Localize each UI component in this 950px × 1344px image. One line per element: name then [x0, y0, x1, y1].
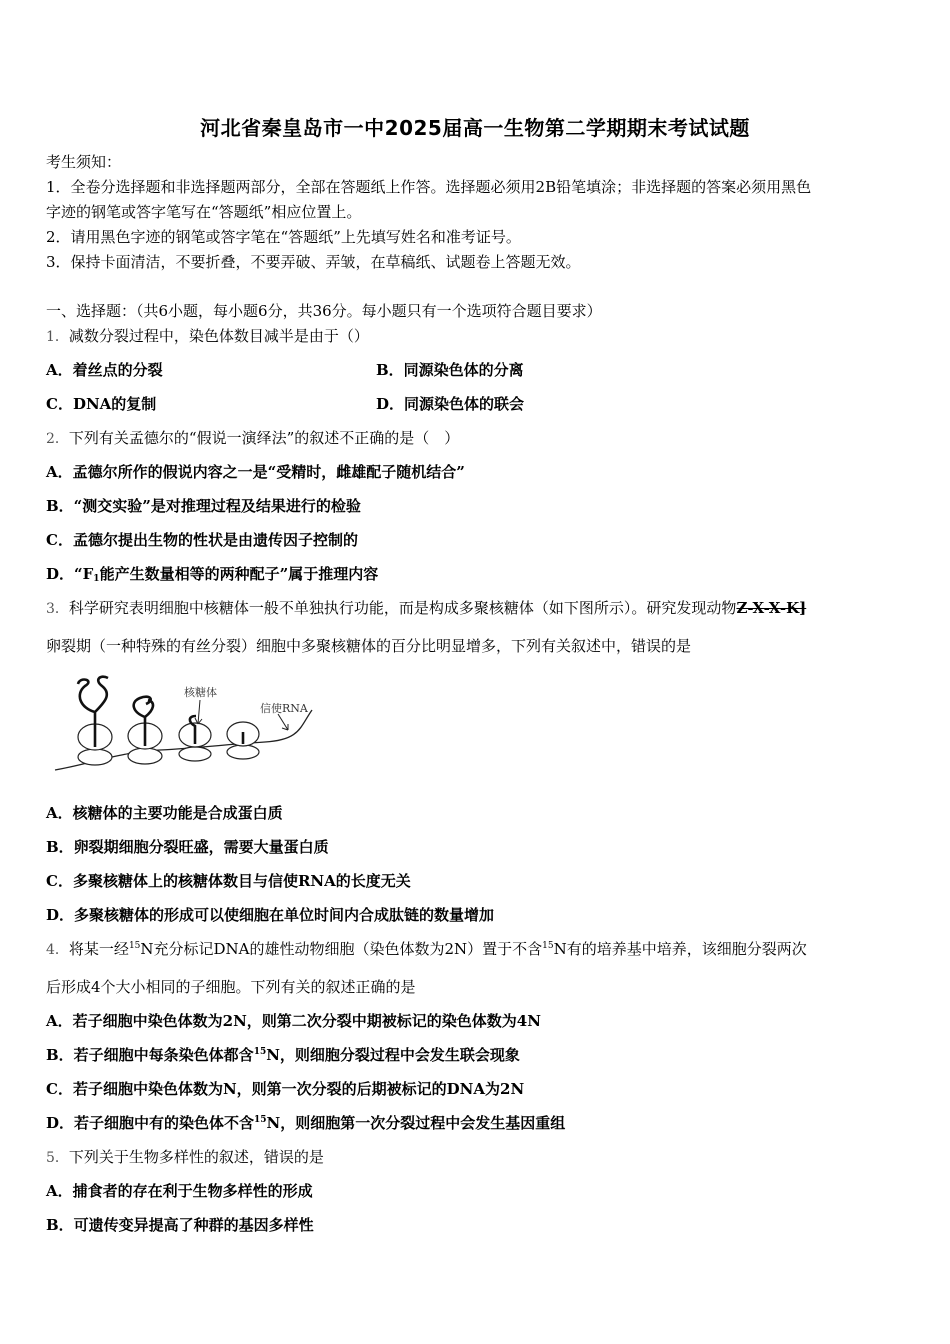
- q4-option-b[interactable]: [46, 1045, 520, 1065]
- question-text: 将某一经: [68, 940, 129, 958]
- question-text: N有的培养基中培养，该细胞分裂两次: [553, 940, 807, 958]
- q5-option-a[interactable]: A．捕食者的存在利于生物多样性的形成: [46, 1182, 313, 1200]
- struck-watermark-text: Z-X-X-K]: [736, 599, 807, 617]
- q2-option-b[interactable]: B．“测交实验”是对推理过程及结果进行的检验: [46, 497, 361, 515]
- notice-item-1: 1．全卷分选择题和非选择题两部分，全部在答题纸上作答。选择题必须用2B铅笔填涂；非选择题的答案必须用黑色: [46, 178, 812, 196]
- ribosome-label-arrow: [198, 700, 200, 724]
- question-3-stem-cont: 卵裂期（一种特殊的有丝分裂）细胞中多聚核糖体的百分比明显增多，下列有关叙述中，错误的是: [46, 637, 692, 655]
- subscript: 1: [93, 574, 100, 584]
- option-text: N，则细胞分裂过程中会发生联会现象: [266, 1046, 520, 1064]
- question-number: 5．: [46, 1150, 69, 1166]
- question-text: N充分标记DNA的雄性动物细胞（染色体数为2N）置于不含: [140, 940, 543, 958]
- option-text: 能产生数量相等的两种配子”属于推理内容: [99, 565, 379, 583]
- option-text: D．“F: [46, 565, 94, 583]
- q3-option-c[interactable]: C．多聚核糖体上的核糖体数目与信使RNA的长度无关: [46, 872, 411, 890]
- question-number: 1．: [46, 329, 69, 345]
- q3-option-b[interactable]: B．卵裂期细胞分裂旺盛，需要大量蛋白质: [46, 838, 329, 856]
- mrna-label: 信使RNA: [260, 702, 308, 715]
- q3-option-d[interactable]: D．多聚核糖体的形成可以使细胞在单位时间内合成肽链的数量增加: [46, 906, 495, 924]
- question-text: 减数分裂过程中，染色体数目减半是由于（）: [68, 327, 369, 345]
- q4-option-a[interactable]: A．若子细胞中染色体数为2N，则第二次分裂中期被标记的染色体数为4N: [46, 1012, 541, 1030]
- q2-option-d[interactable]: [46, 564, 378, 584]
- question-text: 下列有关孟德尔的“假说一演绎法”的叙述不正确的是（ ）: [68, 429, 460, 447]
- notice-item-2: 2．请用黑色字迹的钢笔或答字笔在“答题纸”上先填写姓名和准考证号。: [46, 228, 521, 246]
- option-text: D．若子细胞中有的染色体不含: [46, 1114, 255, 1132]
- ribosome-small-subunit: [227, 745, 259, 759]
- q1-option-d[interactable]: D．同源染色体的联会: [376, 395, 525, 413]
- question-2-stem: [46, 428, 459, 449]
- mrna-label-arrow: [278, 714, 288, 730]
- question-text: 下列关于生物多样性的叙述，错误的是: [68, 1148, 324, 1166]
- option-text: N，则细胞第一次分裂过程中会发生基因重组: [266, 1114, 566, 1132]
- question-number: 4．: [46, 942, 69, 958]
- superscript: 15: [254, 1115, 267, 1125]
- superscript: 15: [253, 1047, 267, 1057]
- q1-option-c[interactable]: C．DNA的复制: [46, 395, 157, 413]
- notice-item-1-cont: 字迹的钢笔或答字笔写在“答题纸”相应位置上。: [46, 203, 362, 221]
- q3-option-a[interactable]: A．核糖体的主要功能是合成蛋白质: [46, 804, 283, 822]
- q1-option-a[interactable]: A．着丝点的分裂: [46, 361, 163, 379]
- question-5-stem: [46, 1147, 324, 1168]
- question-4-stem-cont: 后形成4个大小相同的子细胞。下列有关的叙述正确的是: [46, 978, 416, 996]
- option-text: B．若子细胞中每条染色体都含: [46, 1046, 254, 1064]
- ribosome-small-subunit: [78, 749, 112, 765]
- notice-header: 考生须知：: [46, 153, 122, 171]
- q2-option-a[interactable]: A．孟德尔所作的假说内容之一是“受精时，雌雄配子随机结合”: [46, 463, 465, 481]
- question-1-stem: [46, 326, 369, 347]
- ribosome-small-subunit: [179, 747, 211, 761]
- polyribosome-figure: [50, 672, 320, 777]
- question-number: 2．: [46, 431, 69, 447]
- section-heading: 一、选择题：（共6小题，每小题6分，共36分。每小题只有一个选项符合题目要求）: [46, 302, 602, 320]
- q4-option-c[interactable]: C．若子细胞中染色体数为N，则第一次分裂的后期被标记的DNA为2N: [46, 1080, 525, 1098]
- q5-option-b[interactable]: B．可遗传变异提高了种群的基因多样性: [46, 1216, 314, 1234]
- q2-option-c[interactable]: C．孟德尔提出生物的性状是由遗传因子控制的: [46, 531, 358, 549]
- ribosome-label: 核糖体: [184, 686, 217, 699]
- q1-option-b[interactable]: B．同源染色体的分离: [376, 361, 524, 379]
- q4-option-d[interactable]: [46, 1113, 565, 1133]
- page-title: 河北省秦皇岛市一中2025届高一生物第二学期期末考试试题: [200, 116, 750, 140]
- question-3-stem: [46, 598, 806, 619]
- ribosome-small-subunit: [128, 748, 162, 764]
- superscript: 15: [542, 941, 554, 951]
- superscript: 15: [128, 941, 141, 951]
- question-4-stem: [46, 939, 807, 960]
- notice-item-3: 3．保持卡面清洁，不要折叠，不要弄破、弄皱，在草稿纸、试题卷上答题无效。: [46, 253, 581, 271]
- question-text: 科学研究表明细胞中核糖体一般不单独执行功能，而是构成多聚核糖体（如下图所示）。研究发现动物: [68, 599, 737, 617]
- question-number: 3．: [46, 601, 69, 617]
